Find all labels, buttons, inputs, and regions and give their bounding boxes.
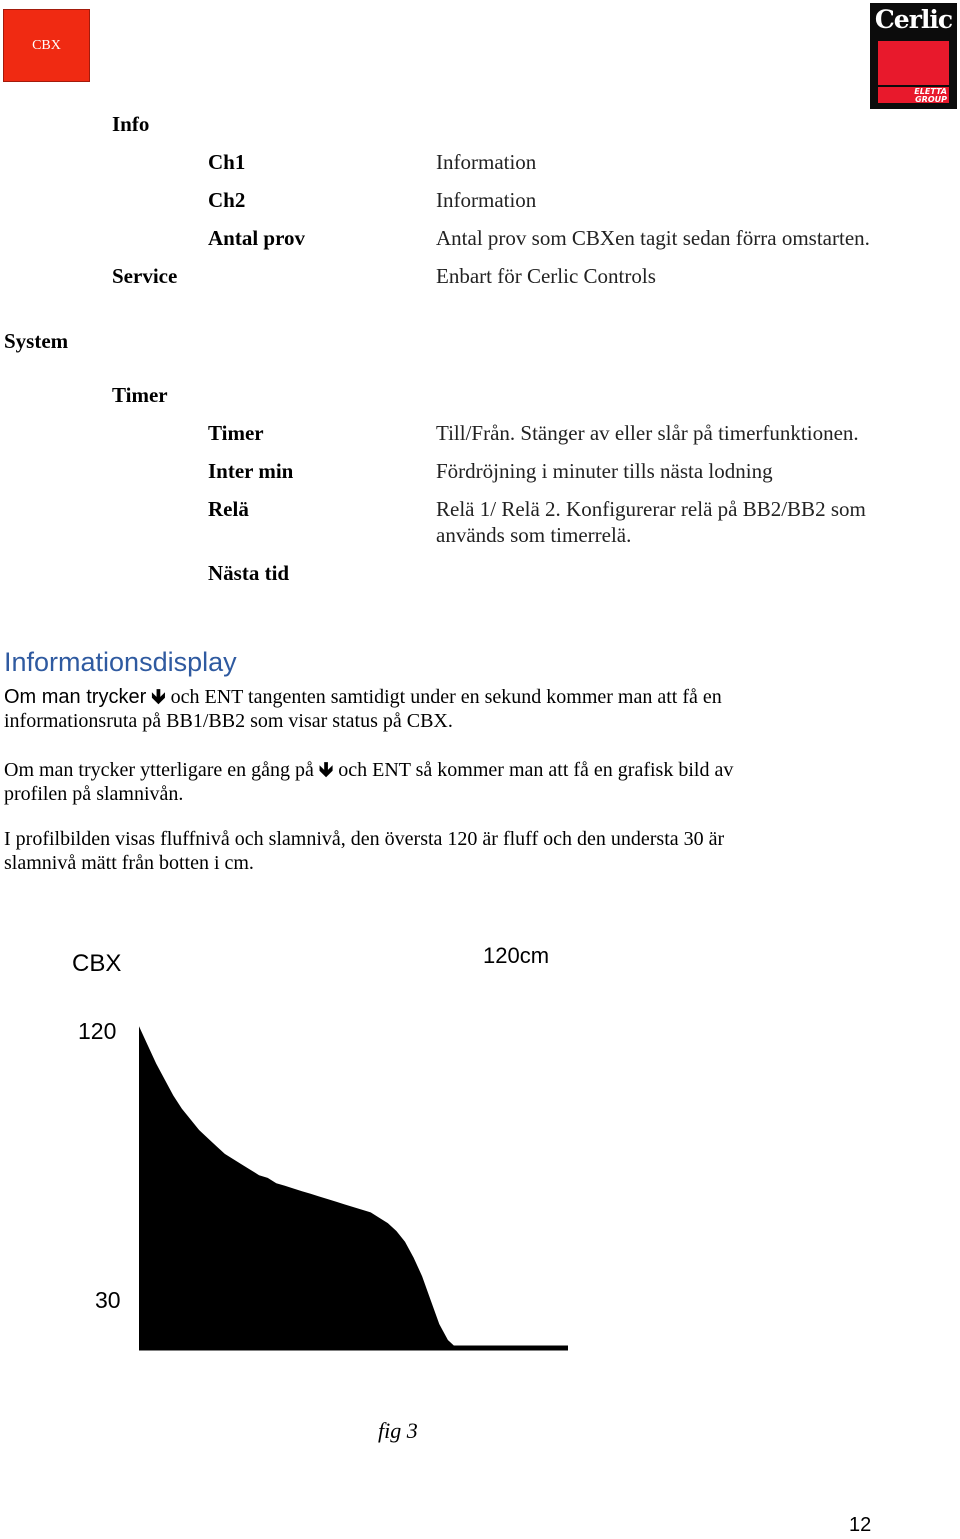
chart-title: CBX [72,950,122,977]
system-key-nasta-tid: Nästa tid [208,561,290,585]
timer-heading: Timer [112,383,168,407]
info-value-antal-prov: Antal prov som CBXen tagit sedan förra omstarten. [436,226,870,250]
profile-area [139,1026,568,1348]
p2-line2: profilen på slamnivån. [4,783,184,805]
p1-line2: informationsruta på BB1/BB2 som visar status på CBX. [4,710,453,732]
info-key-antal-prov: Antal prov [208,226,306,250]
p2-rest: och ENT så kommer man att få en grafisk bild av [338,759,734,781]
p1-rest: och ENT tangenten samtidigt under en sekund kommer man att få en [170,686,722,708]
system-value-inter-min: Fördröjning i minuter tills nästa lodning [436,459,773,483]
system-value-rela-line2: används som timerrelä. [436,523,632,547]
system-key-inter-min: Inter min [208,459,294,483]
service-value: Enbart för Cerlic Controls [436,264,656,288]
figure-caption: fig 3 [378,1418,418,1443]
info-value-ch1: Information [436,150,537,174]
service-key: Service [112,264,178,288]
logo-sub-line2: GROUP [915,95,947,104]
info-heading: Info [112,112,150,136]
level-label-30: 30 [95,1287,121,1313]
arrow-down-icon: 🡻 [151,684,166,708]
level-label-120: 120 [78,1018,117,1044]
info-key-ch1: Ch1 [208,150,246,174]
logo-word: Cerlic [874,5,953,34]
system-heading: System [4,329,69,353]
system-key-timer: Timer [208,421,264,445]
arrow-down-icon: 🡻 [318,757,334,781]
chart-top-label: 120cm [483,943,550,968]
p3-line1: I profilbilden visas fluffnivå och slamnivå, den översta 120 är fluff och den understa 30 är [4,828,725,850]
infodisplay-heading: Informationsdisplay [4,647,237,677]
cbx-badge-label: CBX [32,37,61,53]
system-value-timer: Till/Från. Stänger av eller slår på timerfunktionen. [436,421,859,445]
info-value-ch2: Information [436,188,537,212]
p1-start: Om man trycker [4,686,147,708]
system-value-rela-line1: Relä 1/ Relä 2. Konfigurerar relä på BB2/BB2 som [436,497,866,521]
p2-start: Om man trycker ytterligare en gång på [4,759,314,781]
p3-line2: slamnivå mätt från botten i cm. [4,852,254,874]
system-key-rela: Relä [208,497,249,521]
logo-sub-line1: ELETTA [914,87,947,96]
page-number: 12 [849,1514,872,1536]
info-key-ch2: Ch2 [208,188,246,212]
